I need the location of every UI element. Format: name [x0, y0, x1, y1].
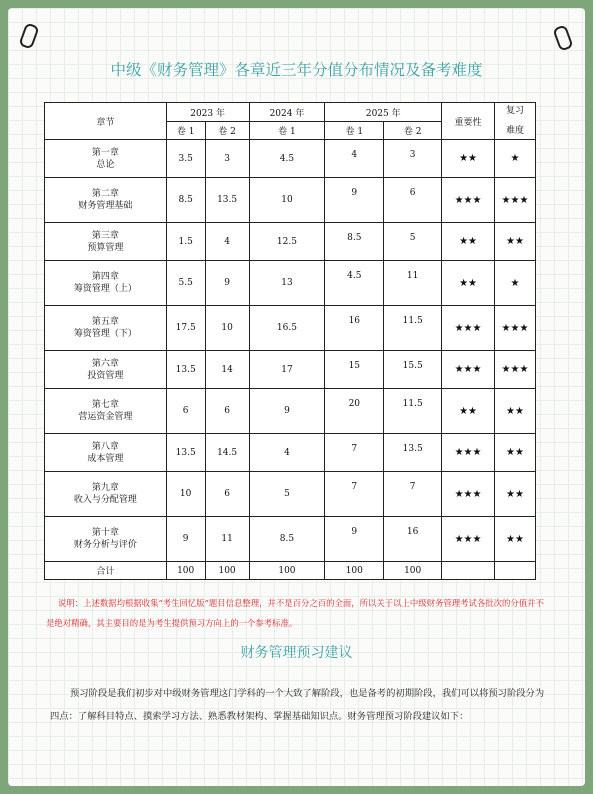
chapter-cell: 第二章 财务管理基础: [45, 178, 167, 223]
table-row: [45, 223, 536, 261]
score-cell: 6: [384, 178, 442, 223]
chapter-cell: 第八章 成本管理: [45, 434, 167, 472]
score-cell: 11.5: [384, 389, 442, 434]
score-cell: 13.5: [166, 351, 205, 389]
importance-stars: ★★★: [442, 472, 495, 517]
score-cell: 13.5: [205, 178, 249, 223]
score-cell: 10: [249, 178, 325, 223]
total-cell: 100: [205, 562, 249, 580]
subheader-2024-paper1: 卷 1: [249, 122, 325, 140]
score-cell: 5: [249, 472, 325, 517]
score-cell: 16: [384, 517, 442, 562]
header-2024: 2024 年: [249, 103, 325, 122]
chapter-cell: 第七章 营运资金管理: [45, 389, 167, 434]
table-row: [45, 178, 536, 223]
header-chapter: 章节: [45, 103, 167, 140]
total-cell: 100: [325, 562, 384, 580]
importance-stars: ★★: [442, 140, 495, 178]
score-cell: 17.5: [166, 306, 205, 351]
table-row: [45, 434, 536, 472]
table-row: [45, 472, 536, 517]
score-cell: 5.5: [166, 261, 205, 306]
score-cell: 12.5: [249, 223, 325, 261]
score-cell: 13.5: [166, 434, 205, 472]
total-cell-empty: [442, 562, 495, 580]
difficulty-stars: ★★: [495, 389, 536, 434]
document-page: [8, 8, 585, 786]
score-cell: 16.5: [249, 306, 325, 351]
importance-stars: ★★★: [442, 351, 495, 389]
table-row: [45, 351, 536, 389]
section-title: 财务管理预习建议: [240, 645, 353, 661]
difficulty-stars: ★: [495, 261, 536, 306]
score-cell: 15.5: [384, 351, 442, 389]
header-importance: 重要性: [442, 103, 495, 140]
score-cell: 4.5: [249, 140, 325, 178]
total-row: [45, 562, 536, 580]
score-cell: 13.5: [384, 434, 442, 472]
importance-stars: ★★: [442, 223, 495, 261]
chapter-cell: 第三章 预算管理: [45, 223, 167, 261]
total-cell-empty: [495, 562, 536, 580]
difficulty-stars: ★★★: [495, 306, 536, 351]
score-cell: 6: [205, 472, 249, 517]
header-2025: 2025 年: [325, 103, 442, 122]
score-cell: 4.5: [325, 261, 384, 306]
importance-stars: ★★★: [442, 178, 495, 223]
score-cell: 9: [166, 517, 205, 562]
subheader-2023-paper1: 卷 1: [166, 122, 205, 140]
score-cell: 10: [166, 472, 205, 517]
score-cell: 1.5: [166, 223, 205, 261]
score-cell: 14: [205, 351, 249, 389]
disclaimer-note: 说明：上述数据均根据收集“考生回忆版”题目信息整理，并不是百分之百的全面，所以关于以上中级财务管理考试各批次的分值并不是绝对精确，其主要目的是为考生提供预习方向上的一个参考标准。: [46, 598, 544, 628]
chapter-cell: 第一章 总论: [45, 140, 167, 178]
importance-stars: ★★★: [442, 434, 495, 472]
score-cell: 10: [205, 306, 249, 351]
score-cell: 11.5: [384, 306, 442, 351]
table-row: [45, 261, 536, 306]
score-cell: 8.5: [166, 178, 205, 223]
total-cell: 100: [166, 562, 205, 580]
binder-clip-icon: [18, 22, 39, 49]
difficulty-stars: ★: [495, 140, 536, 178]
score-cell: 17: [249, 351, 325, 389]
score-cell: 6: [205, 389, 249, 434]
score-cell: 3: [384, 140, 442, 178]
chapter-cell: 第九章 收入与分配管理: [45, 472, 167, 517]
body-paragraph: 预习阶段是我们初步对中级财务管理这门学科的一个大致了解阶段，也是备考的初期阶段，我们可以将预习阶段分为四点：了解科目特点、摸索学习方法、熟悉教材架构、掌握基础知识点。财务管理预习阶段建议如下：: [50, 688, 545, 722]
table-row: [45, 389, 536, 434]
difficulty-stars: ★★★: [495, 178, 536, 223]
importance-stars: ★★★: [442, 517, 495, 562]
score-cell: 8.5: [325, 223, 384, 261]
chapter-cell: 第五章 筹资管理（下）: [45, 306, 167, 351]
difficulty-stars: ★★: [495, 223, 536, 261]
score-cell: 11: [384, 261, 442, 306]
score-cell: 16: [325, 306, 384, 351]
score-cell: 13: [249, 261, 325, 306]
score-cell: 20: [325, 389, 384, 434]
score-cell: 9: [205, 261, 249, 306]
importance-stars: ★★: [442, 389, 495, 434]
score-cell: 14.5: [205, 434, 249, 472]
difficulty-stars: ★★★: [495, 351, 536, 389]
subheader-2025-paper2: 卷 2: [384, 122, 442, 140]
score-cell: 6: [166, 389, 205, 434]
score-cell: 7: [325, 472, 384, 517]
total-cell: 100: [384, 562, 442, 580]
score-distribution-table: [44, 102, 536, 580]
header-2023: 2023 年: [166, 103, 249, 122]
header-difficulty: 复习 难度: [495, 103, 536, 140]
score-cell: 11: [205, 517, 249, 562]
score-cell: 3: [205, 140, 249, 178]
score-cell: 4: [249, 434, 325, 472]
binder-clip-icon: [552, 24, 573, 51]
score-cell: 3.5: [166, 140, 205, 178]
score-cell: 9: [325, 178, 384, 223]
score-cell: 15: [325, 351, 384, 389]
score-cell: 5: [384, 223, 442, 261]
importance-stars: ★★: [442, 261, 495, 306]
score-cell: 7: [325, 434, 384, 472]
score-cell: 9: [325, 517, 384, 562]
total-cell: 100: [249, 562, 325, 580]
subheader-2023-paper2: 卷 2: [205, 122, 249, 140]
difficulty-stars: ★★: [495, 517, 536, 562]
table-row: [45, 517, 536, 562]
score-cell: 9: [249, 389, 325, 434]
table-row: [45, 306, 536, 351]
page-title: 中级《财务管理》各章近三年分值分布情况及备考难度: [110, 61, 483, 79]
chapter-cell: 第十章 财务分析与评价: [45, 517, 167, 562]
chapter-cell: 第六章 投资管理: [45, 351, 167, 389]
score-cell: 4: [325, 140, 384, 178]
difficulty-stars: ★★: [495, 472, 536, 517]
subheader-2025-paper1: 卷 1: [325, 122, 384, 140]
total-label: 合计: [45, 562, 167, 580]
table-row: [45, 140, 536, 178]
difficulty-stars: ★★: [495, 434, 536, 472]
score-cell: 4: [205, 223, 249, 261]
importance-stars: ★★★: [442, 306, 495, 351]
score-cell: 7: [384, 472, 442, 517]
chapter-cell: 第四章 筹资管理（上）: [45, 261, 167, 306]
score-cell: 8.5: [249, 517, 325, 562]
